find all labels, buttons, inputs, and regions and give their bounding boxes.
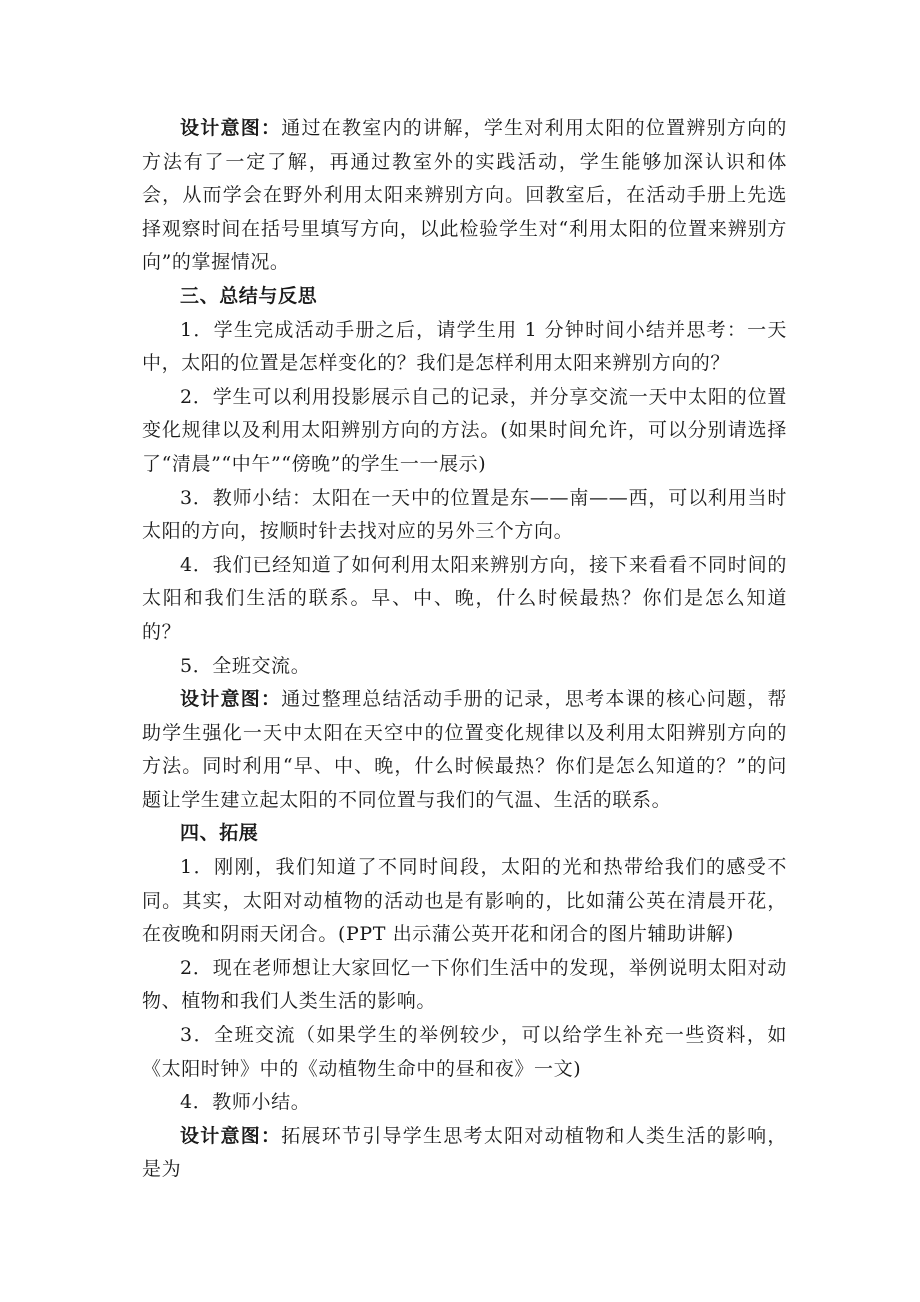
paragraph-text: 拓展环节引导学生思考太阳对动植物和人类生活的影响，是为 (142, 1124, 787, 1181)
design-intent-paragraph (142, 112, 787, 280)
design-intent-paragraph (142, 683, 787, 817)
numbered-paragraph: 1．刚刚，我们知道了不同时间段，太阳的光和热带给我们的感受不同。其实，太阳对动植物的活动也是有影响的，比如蒲公英在清晨开花，在夜晚和阴雨天闭合。(PPT 出示蒲公英开花和闭合的图片辅助讲解) (142, 856, 787, 946)
design-intent-label: 设计意图： (180, 117, 282, 139)
section-heading: 三、总结与反思 (180, 284, 318, 307)
design-intent-label: 设计意图： (180, 1124, 282, 1147)
numbered-paragraph: 4．我们已经知道了如何利用太阳来辨别方向，接下来看看不同时间的太阳和我们生活的联系。早、中、晚，什么时候最热？你们是怎么知道的？ (142, 553, 787, 643)
numbered-paragraph: 1．学生完成活动手册之后，请学生用 1 分钟时间小结并思考：一天中，太阳的位置是怎样变化的？我们是怎样利用太阳来辨别方向的？ (142, 318, 787, 375)
section-heading: 四、拓展 (180, 822, 259, 845)
document-body (142, 112, 787, 1187)
numbered-paragraph: 2．现在老师想让大家回忆一下你们生活中的发现，举例说明太阳对动物、植物和我们人类生活的影响。 (142, 956, 787, 1013)
numbered-paragraph: 2．学生可以利用投影展示自己的记录，并分享交流一天中太阳的位置变化规律以及利用太阳辨别方向的方法。(如果时间允许，可以分别请选择了“清晨”“中午”“傍晚”的学生一一展示) (142, 385, 787, 475)
paragraph-text: 通过整理总结活动手册的记录，思考本课的核心问题，帮助学生强化一天中太阳在天空中的位置变化规律以及利用太阳辨别方向的方法。同时利用“早、中、晚，什么时候最热？你们是怎么知道的？”的问题让学生建立起太阳的不同位置与我们的气温、生活的联系。 (142, 688, 787, 811)
paragraph-text: 通过在教室内的讲解，学生对利用太阳的位置辨别方向的方法有了一定了解，再通过教室外的实践活动，学生能够加深认识和体会，从而学会在野外利用太阳来辨别方向。回教室后，在活动手册上先选择观察时间在括号里填写方向，以此检验学生对“利用太阳的位置来辨别方向”的掌握情况。 (142, 117, 787, 274)
numbered-paragraph: 5．全班交流。 (180, 654, 311, 677)
numbered-paragraph: 3．教师小结：太阳在一天中的位置是东——南——西，可以利用当时太阳的方向，按顺时针去找对应的另外三个方向。 (142, 486, 787, 543)
numbered-paragraph: 4．教师小结。 (180, 1091, 311, 1114)
numbered-paragraph: 3．全班交流（如果学生的举例较少，可以给学生补充一些资料，如《太阳时钟》中的《动植物生命中的昼和夜》一文) (142, 1024, 787, 1080)
design-intent-paragraph (142, 1120, 787, 1187)
design-intent-label: 设计意图： (180, 688, 282, 711)
